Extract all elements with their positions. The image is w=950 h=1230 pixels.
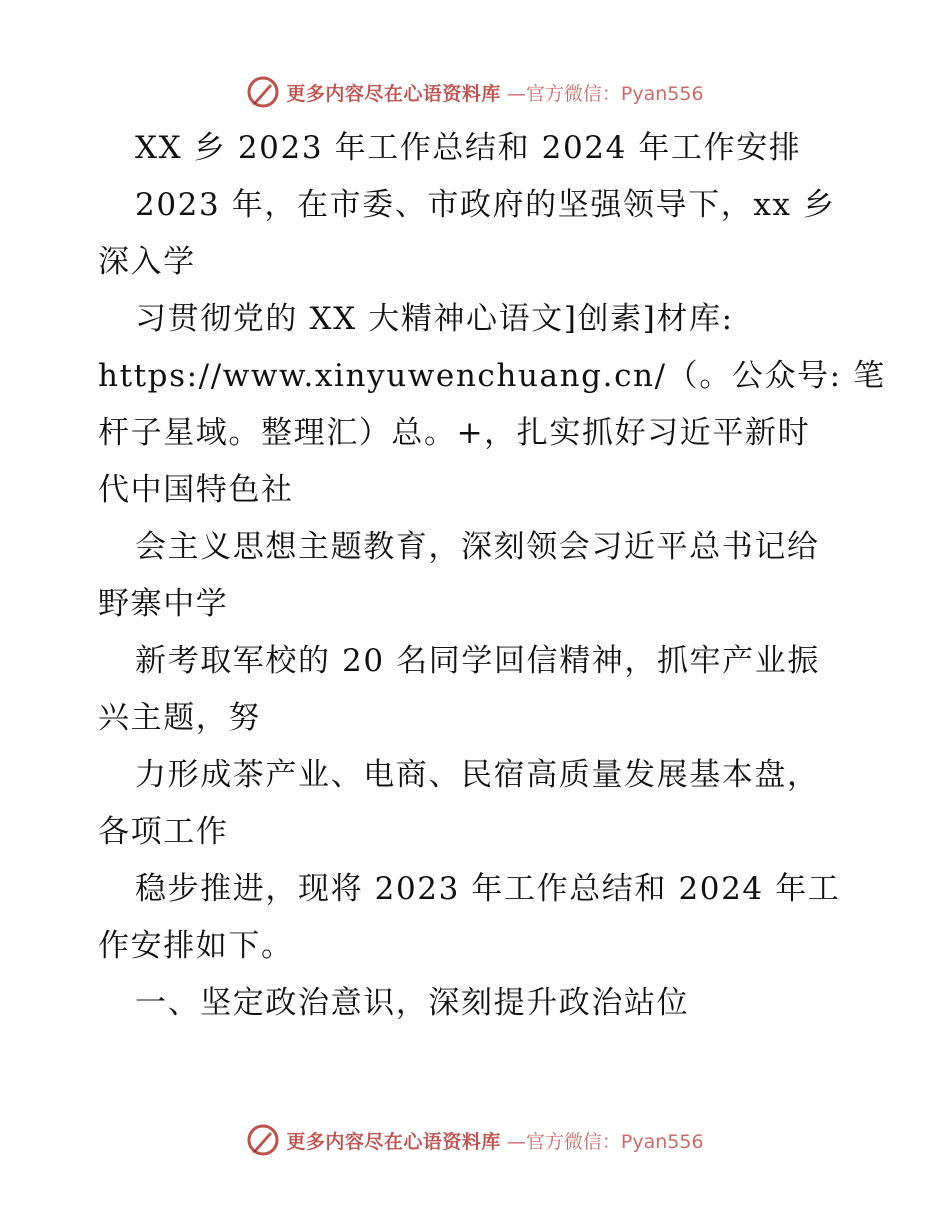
watermark-main-text: 更多内容尽在心语资料库 <box>286 1130 501 1153</box>
paragraph-line: 稳步推进，现将 2023 年工作总结和 2024 年工 <box>135 871 841 907</box>
document-body <box>98 120 886 1032</box>
paragraph-line: 作安排如下。 <box>98 928 294 964</box>
document-title: XX 乡 2023 年工作总结和 2024 年工作安排 <box>135 130 802 166</box>
paragraph-line: 会主义思想主题教育，深刻领会习近平总书记给 <box>135 529 820 565</box>
section-heading: 一、坚定政治意识，深刻提升政治站位 <box>135 985 690 1021</box>
paragraph-line: 习贯彻党的 XX 大精神心语文]创素]材库: <box>135 301 734 337</box>
paragraph-line: 新考取军校的 20 名同学回信精神，抓牢产业振 <box>135 643 820 679</box>
paragraph-line: 力形成茶产业、电商、民宿高质量发展基本盘， <box>135 757 820 793</box>
paragraph-line: 各项工作 <box>98 814 229 850</box>
quill-pen-logo-icon <box>246 1123 280 1157</box>
paragraph-line: 深入学 <box>98 244 196 280</box>
paragraph-line: 兴主题，努 <box>98 700 261 736</box>
watermark-side-text: —官方微信：Pyan556 <box>506 1130 704 1153</box>
paragraph-line: 2023 年，在市委、市政府的坚强领导下，xx 乡 <box>135 187 836 223</box>
paragraph-line: 代中国特色社 <box>98 472 294 508</box>
watermark-footer <box>0 1120 950 1160</box>
watermark-header <box>0 72 950 112</box>
watermark-main-text: 更多内容尽在心语资料库 <box>286 82 501 105</box>
quill-pen-logo-icon <box>246 75 280 109</box>
paragraph-line: https://www.xinyuwenchuang.cn/（。公众号: 笔 <box>98 358 886 394</box>
paragraph-line: 野寨中学 <box>98 586 229 622</box>
paragraph-line: 杆子星域。整理汇）总。+，扎实抓好习近平新时 <box>98 415 811 451</box>
watermark-side-text: —官方微信：Pyan556 <box>506 82 704 105</box>
